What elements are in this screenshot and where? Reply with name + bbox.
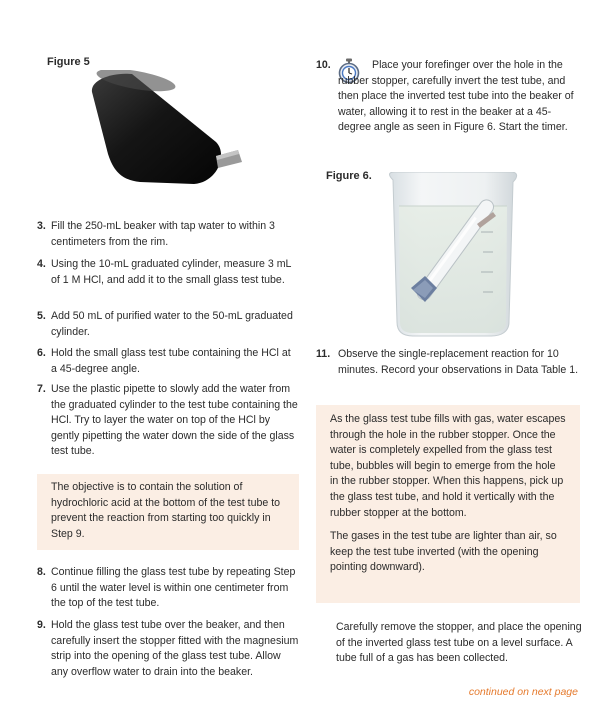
step-text: Hold the small glass test tube containing the HCl at a 45-degree angle. — [51, 347, 291, 375]
rubber-stopper-image — [88, 70, 253, 195]
gas-collection-note — [316, 405, 580, 603]
step-text: Hold the glass test tube over the beaker, and then carefully insert the stopper fitted with the magnesium strip into the opening of the glass test tube. Allow any overflow water to drain into the beaker. — [51, 619, 299, 678]
step-number: 4. — [37, 258, 46, 270]
step-number: 3. — [37, 220, 46, 232]
step-number: 7. — [37, 383, 46, 395]
step-text: Add 50 mL of purified water to the 50-mL graduated cylinder. — [51, 310, 293, 338]
figure-5-label: Figure 5 — [47, 56, 90, 68]
figure-6-label: Figure 6. — [326, 170, 372, 182]
step-number: 10. — [316, 59, 331, 71]
step-5 — [37, 309, 299, 340]
gas-collection-note-text: As the glass test tube fills with gas, water escapes through the hole in the rubber stopper. Once the water is completely expelled from the glass test tube, bubbles will begin to emerge from the hole in the rubber stopper. When this happens, pick up the glass test tube, and hold it vertically with the rubber stopper at the bottom. — [330, 413, 566, 519]
step-number: 11. — [316, 348, 331, 360]
step-3 — [37, 219, 299, 250]
step-4 — [37, 257, 302, 288]
step-7 — [37, 382, 301, 460]
continued-next-page-text: continued on next page — [468, 686, 578, 698]
gas-lighter-note-text: The gases in the test tube are lighter than air, so keep the test tube inverted (with the opening pointing downward). — [330, 530, 557, 574]
step-text: Continue filling the glass test tube by repeating Step 6 until the water level is within one centimeter from the top of the test tube. — [51, 566, 296, 610]
step-11 — [316, 347, 584, 378]
step-number: 8. — [37, 566, 46, 578]
step-number: 5. — [37, 310, 46, 322]
objective-note-text: The objective is to contain the solution of hydrochloric acid at the bottom of the test tube to prevent the reaction from starting too quickly in Step 9. — [51, 481, 281, 540]
step-number: 9. — [37, 619, 46, 631]
step-9 — [37, 618, 299, 680]
step-text: Place your forefinger over the hole in the rubber stopper, carefully invert the test tube, and then place the inverted test tube into the beaker of water, allowing it to rest in the beaker at a 45-degree angle as seen in Figure 6. Start the timer. — [338, 59, 574, 134]
step-number: 6. — [37, 347, 46, 359]
step-text: Use the plastic pipette to slowly add the water from the graduated cylinder to the test tube containing the HCl. Try to layer the water on top of the HCl by gently pipetting the water down the side of the glass test tube. — [51, 383, 298, 458]
step-10 — [316, 58, 584, 136]
step-text: Fill the 250-mL beaker with tap water to within 3 centimeters from the rim. — [51, 220, 275, 248]
remove-stopper-text: Carefully remove the stopper, and place the opening of the inverted glass test tube on a level surface. A tube full of a gas has been collected. — [336, 621, 582, 665]
step-6 — [37, 346, 299, 377]
step-text: Observe the single-replacement reaction for 10 minutes. Record your observations in Data Table 1. — [338, 348, 579, 376]
step-8 — [37, 565, 299, 612]
beaker-with-test-tube-image — [385, 172, 520, 338]
objective-note — [37, 474, 299, 550]
step-text: Using the 10-mL graduated cylinder, measure 3 mL of 1 M HCl, and add it to the small glass test tube. — [51, 258, 292, 286]
